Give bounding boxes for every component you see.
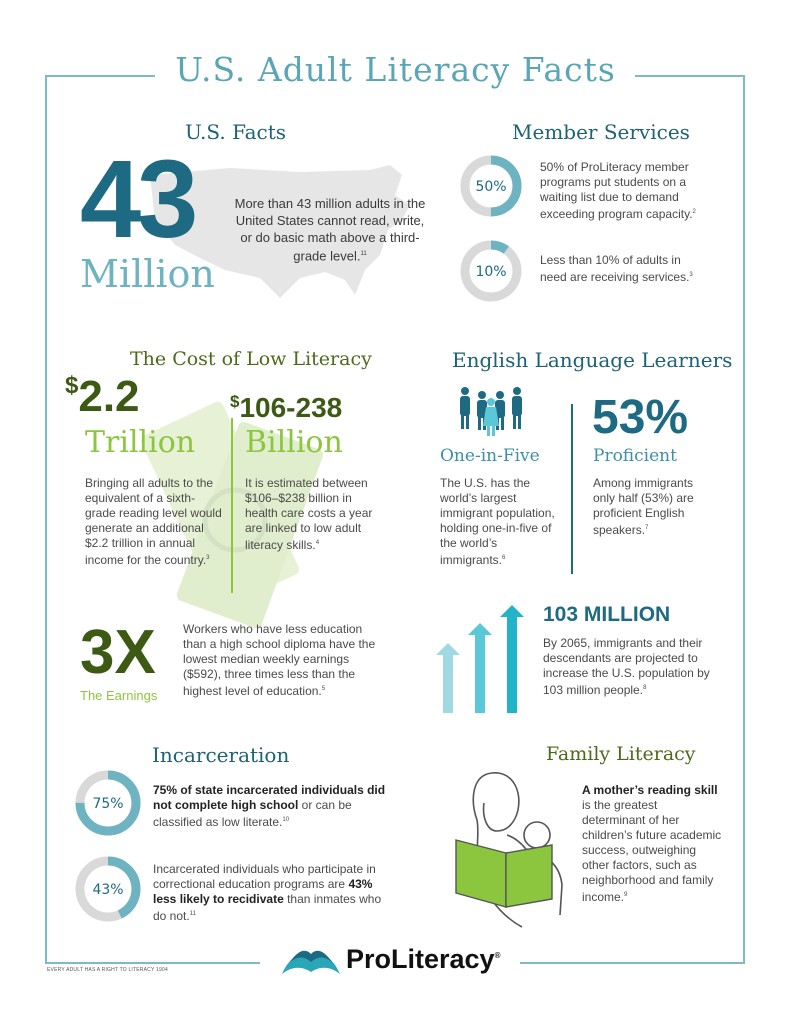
cost-right-value: $106-238 <box>230 392 343 423</box>
page-title: U.S. Adult Literacy Facts <box>0 50 791 89</box>
donut-43-label: 43% <box>92 882 124 898</box>
ell-divider <box>571 404 573 574</box>
us-facts-heading: U.S. Facts <box>185 120 287 144</box>
proliteracy-logo-icon <box>280 944 342 976</box>
proficient-text: Among immigrants only half (53%) are proficient English speakers.$^7$ <box>593 476 694 537</box>
cost-left-text: Bringing all adults to the equivalent of a sixth-grade reading level would generate an additional $2.2 trillion in annual income for the country.$^3$ <box>85 476 222 567</box>
footer-tagline: EVERY ADULT HAS A RIGHT TO LITERACY 1904 <box>47 967 168 973</box>
million-103-text: By 2065, immigrants and their descendants are projected to increase the U.S. population by 103 million people.$^8$ <box>543 636 710 697</box>
one-in-five-label: One-in-Five <box>440 446 540 466</box>
mother-reading-icon <box>452 765 577 930</box>
earnings-label: The Earnings <box>80 688 158 703</box>
earnings-text: Workers who have less education than a high school diploma have the lowest median weekly earnings ($592), three times less than the highest level of education.$^5$ <box>183 622 376 698</box>
million-103-value: 103 MILLION <box>543 603 671 626</box>
donut-43 <box>75 856 141 922</box>
ell-heading: English Language Learners <box>452 348 733 372</box>
member-services-text-1: 50% of ProLiteracy member programs put students on a waiting list due to demand exceeding program capacity.$^2$ <box>540 160 696 221</box>
frame-bottom-right <box>520 962 745 964</box>
member-services-text-2: Less than 10% of adults in need are receiving services.$^3$ <box>540 253 693 284</box>
frame-left <box>45 75 47 963</box>
cost-right-unit: Billion <box>245 425 343 460</box>
family-heading: Family Literacy <box>546 743 696 765</box>
incarceration-text-1: 75% of state incarcerated individuals did not complete high school or can be classified as low literate.$^{10}$ <box>153 783 386 829</box>
brand-name: ProLiteracy® <box>346 944 501 974</box>
cost-left-value: $2.2 <box>65 372 140 421</box>
incarceration-text-2: Incarcerated individuals who participate in correctional education programs are 43% less likely to recidivate than inmates who do not.$^{11}$ <box>153 862 382 923</box>
people-icon <box>458 386 524 438</box>
proficient-value: 53% <box>592 391 689 444</box>
cost-heading: The Cost of Low Literacy <box>130 348 372 370</box>
growth-arrows-icon <box>432 605 528 715</box>
member-services-heading: Member Services <box>512 120 690 144</box>
one-in-five-text: The U.S. has the world’s largest immigrant population, holding one-in-five of the world’s immigrants.$^6$ <box>440 476 555 567</box>
earnings-value: 3X <box>80 618 156 687</box>
donut-10-label: 10% <box>475 264 507 280</box>
proficient-label: Proficient <box>593 446 677 466</box>
donut-75 <box>75 770 141 836</box>
big-43: 43 <box>80 138 195 261</box>
frame-right <box>743 75 745 963</box>
million-label: Million <box>80 252 215 296</box>
donut-75-label: 75% <box>92 796 124 812</box>
us-facts-text: More than 43 million adults in the United States cannot read, write, or do basic math above a third-grade level.$^{11}$ <box>234 196 426 264</box>
frame-bottom-left <box>45 962 260 964</box>
donut-50 <box>460 155 522 217</box>
cost-right-text: It is estimated between $106–$238 billion in health care costs a year are linked to low adult literacy skills.$^4$ <box>245 476 373 552</box>
cost-left-unit: Trillion <box>85 425 196 460</box>
cost-divider <box>231 418 233 593</box>
donut-10 <box>460 240 522 302</box>
donut-50-label: 50% <box>475 179 507 195</box>
family-text: A mother’s reading skill is the greatest determinant of her children’s future academic success, outweighing other factors, such as neighborhood and family income.$^9$ <box>582 783 722 904</box>
incarceration-heading: Incarceration <box>152 743 290 767</box>
